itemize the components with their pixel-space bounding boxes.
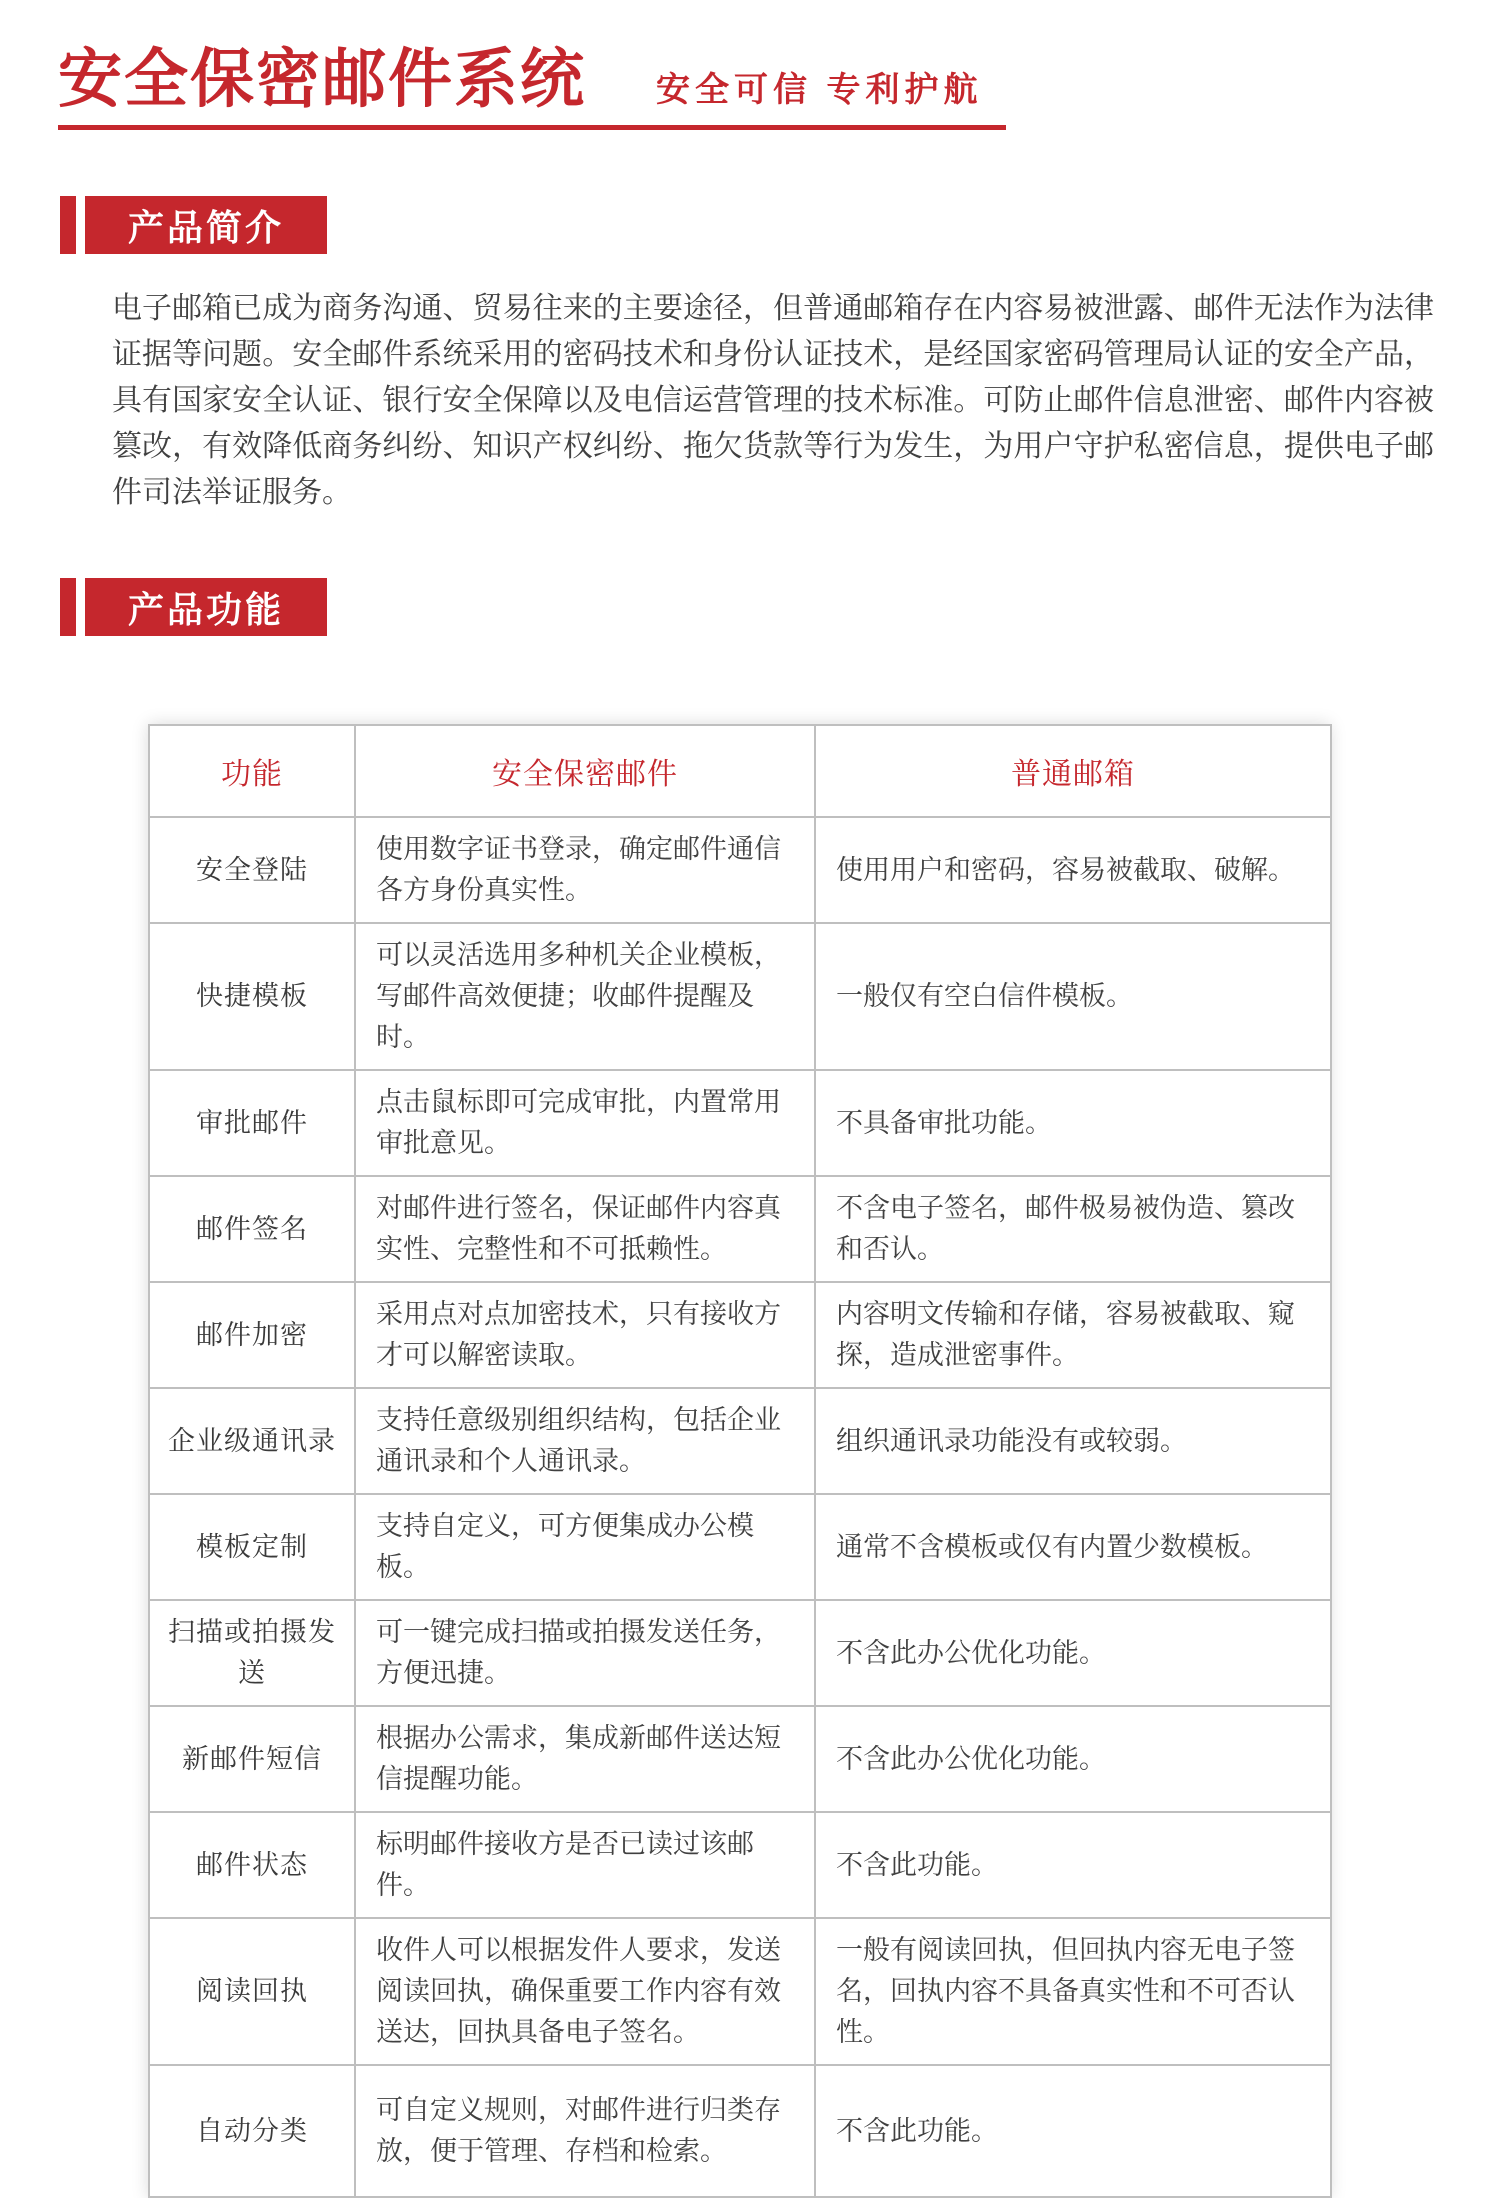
ordinary-mail-cell: 组织通讯录功能没有或较弱。 xyxy=(815,1388,1331,1494)
secure-mail-cell: 使用数字证书登录，确定邮件通信各方身份真实性。 xyxy=(355,817,815,923)
secure-mail-cell: 可以灵活选用多种机关企业模板，写邮件高效便捷；收邮件提醒及时。 xyxy=(355,923,815,1070)
feature-name-cell: 审批邮件 xyxy=(149,1070,355,1176)
secure-mail-cell: 支持自定义，可方便集成办公模板。 xyxy=(355,1494,815,1600)
feature-name-cell: 阅读回执 xyxy=(149,1918,355,2065)
section-features xyxy=(0,578,1500,2198)
feature-table-wrapper xyxy=(148,724,1330,2198)
intro-heading-row xyxy=(60,196,1500,254)
feature-name-cell: 企业级通讯录 xyxy=(149,1388,355,1494)
feature-name-cell: 安全登陆 xyxy=(149,817,355,923)
secure-mail-cell: 采用点对点加密技术，只有接收方才可以解密读取。 xyxy=(355,1282,815,1388)
table-row xyxy=(149,1070,1331,1176)
ordinary-mail-cell: 通常不含模板或仅有内置少数模板。 xyxy=(815,1494,1331,1600)
ordinary-mail-cell: 不含此功能。 xyxy=(815,1812,1331,1918)
feature-name-cell: 快捷模板 xyxy=(149,923,355,1070)
secure-mail-cell: 对邮件进行签名，保证邮件内容真实性、完整性和不可抵赖性。 xyxy=(355,1176,815,1282)
table-row xyxy=(149,1918,1331,2065)
header-title-row xyxy=(58,43,1500,115)
page-header xyxy=(0,0,1500,130)
section-intro xyxy=(0,196,1500,516)
feature-table-body xyxy=(149,817,1331,2197)
ordinary-mail-cell: 使用用户和密码，容易被截取、破解。 xyxy=(815,817,1331,923)
table-row xyxy=(149,1388,1331,1494)
table-row xyxy=(149,1282,1331,1388)
title-underline xyxy=(58,125,1006,130)
page-subtitle: 安全可信 专利护航 xyxy=(656,71,983,109)
table-row xyxy=(149,1494,1331,1600)
section-accent-bar xyxy=(60,196,76,254)
table-row xyxy=(149,923,1331,1070)
ordinary-mail-cell: 不含此功能。 xyxy=(815,2065,1331,2197)
table-header-row xyxy=(149,725,1331,817)
ordinary-mail-cell: 不具备审批功能。 xyxy=(815,1070,1331,1176)
ordinary-mail-cell: 内容明文传输和存储，容易被截取、窥探，造成泄密事件。 xyxy=(815,1282,1331,1388)
feature-name-cell: 邮件状态 xyxy=(149,1812,355,1918)
feature-name-cell: 邮件加密 xyxy=(149,1282,355,1388)
secure-mail-cell: 可自定义规则，对邮件进行归类存放，便于管理、存档和检索。 xyxy=(355,2065,815,2197)
table-row xyxy=(149,817,1331,923)
secure-mail-cell: 支持任意级别组织结构，包括企业通讯录和个人通讯录。 xyxy=(355,1388,815,1494)
table-row xyxy=(149,1706,1331,1812)
features-heading-row xyxy=(60,578,1500,636)
features-heading-banner: 产品功能 xyxy=(85,578,327,636)
section-accent-bar xyxy=(60,578,76,636)
table-row xyxy=(149,1176,1331,1282)
ordinary-mail-cell: 一般仅有空白信件模板。 xyxy=(815,923,1331,1070)
feature-name-cell: 邮件签名 xyxy=(149,1176,355,1282)
feature-name-cell: 扫描或拍摄发送 xyxy=(149,1600,355,1706)
intro-paragraph: 电子邮箱已成为商务沟通、贸易往来的主要途径，但普通邮箱存在内容易被泄露、邮件无法作为法律证据等问题。安全邮件系统采用的密码技术和身份认证技术，是经国家密码管理局认证的安全产品，具有国家安全认证、银行安全保障以及电信运营管理的技术标准。可防止邮件信息泄密、邮件内容被篡改，有效降低商务纠纷、知识产权纠纷、拖欠货款等行为发生，为用户守护私密信息，提供电子邮件司法举证服务。 xyxy=(112,292,1434,510)
ordinary-mail-cell: 不含此办公优化功能。 xyxy=(815,1600,1331,1706)
secure-mail-cell: 收件人可以根据发件人要求，发送阅读回执，确保重要工作内容有效送达，回执具备电子签名。 xyxy=(355,1918,815,2065)
feature-name-cell: 新邮件短信 xyxy=(149,1706,355,1812)
page-title: 安全保密邮件系统 xyxy=(58,43,586,115)
ordinary-mail-cell: 不含此办公优化功能。 xyxy=(815,1706,1331,1812)
ordinary-mail-cell: 一般有阅读回执，但回执内容无电子签名，回执内容不具备真实性和不可否认性。 xyxy=(815,1918,1331,2065)
column-header-feature: 功能 xyxy=(149,725,355,817)
table-row xyxy=(149,2065,1331,2197)
feature-name-cell: 模板定制 xyxy=(149,1494,355,1600)
intro-heading-banner: 产品简介 xyxy=(85,196,327,254)
secure-mail-cell: 可一键完成扫描或拍摄发送任务，方便迅捷。 xyxy=(355,1600,815,1706)
feature-name-cell: 自动分类 xyxy=(149,2065,355,2197)
ordinary-mail-cell: 不含电子签名，邮件极易被伪造、篡改和否认。 xyxy=(815,1176,1331,1282)
column-header-secure-mail: 安全保密邮件 xyxy=(355,725,815,817)
feature-comparison-table xyxy=(148,724,1332,2198)
column-header-ordinary-mail: 普通邮箱 xyxy=(815,725,1331,817)
table-row xyxy=(149,1600,1331,1706)
table-row xyxy=(149,1812,1331,1918)
secure-mail-cell: 根据办公需求，集成新邮件送达短信提醒功能。 xyxy=(355,1706,815,1812)
secure-mail-cell: 点击鼠标即可完成审批，内置常用审批意见。 xyxy=(355,1070,815,1176)
secure-mail-cell: 标明邮件接收方是否已读过该邮件。 xyxy=(355,1812,815,1918)
